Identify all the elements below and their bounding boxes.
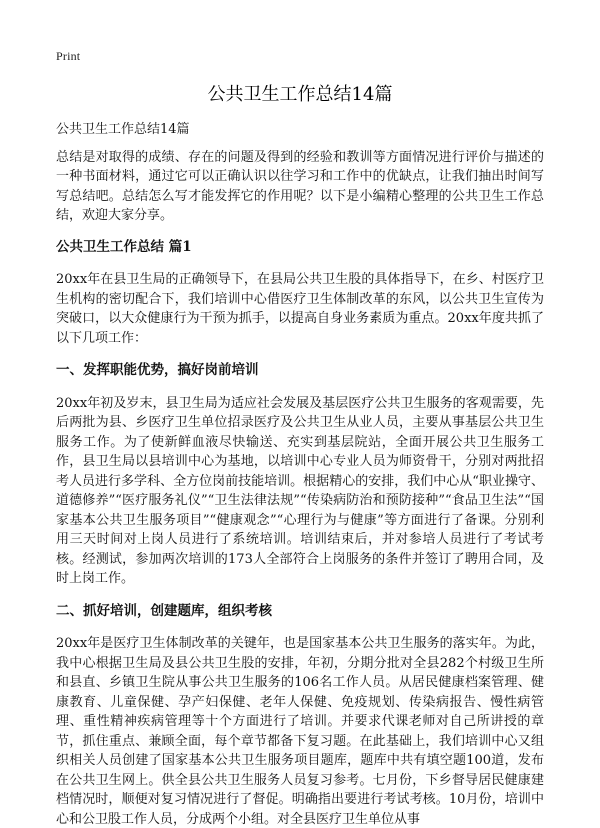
section-heading: 二、抓好培训，创建题库，组织考核 — [56, 602, 272, 619]
section-heading: 公共卫生工作总结 篇1 — [56, 238, 192, 255]
section-paragraph: 20xx年在县卫生局的正确领导下，在县局公共卫生股的具体指导下，在乡、村医疗卫生机构的密切配合下，我们培训中心借医疗卫生体制改革的东风，以公共卫生宣传为突破口，以大众健康行为干预为抓手，以提高自身业务素质为重点。20xx年度共抓了以下几项工作： — [56, 272, 544, 346]
section-paragraph: 20xx年初及岁末，县卫生局为适应社会发展及基层医疗公共卫生服务的客观需要，先后两批为县、乡医疗卫生单位招录医疗及公共卫生从业人员，主要从事基层公共卫生服务工作。为了使新鲜血液尽快输送、充实到基层院站，全面开展公共卫生服务工作，县卫生局以县培训中心为基地，以培训中心专业人员为师资骨干，分别对两批招考人员进行多学科、全方位岗前技能培训。根据精心的安排，我们中心从“职业操守、道德修养”“医疗服务礼仪”“卫生法律法规”“传染病防治和预防接种”“食品卫生法”“国家基本公共卫生服务项目”“健康观念”“心理行为与健康”等方面进行了备课。分别利用三天时间对上岗人员进行了系统培训。培训结束后，并对参培人员进行了考试考核。经测试，参加两次培训的173人全部符合上岗服务的条件并签订了聘用合同，及时上岗工作。 — [56, 395, 544, 586]
intro-paragraph: 总结是对取得的成绩、存在的问题及得到的经验和教训等方面情况进行评价与描述的一种书面材料，通过它可以正确认识以往学习和工作中的优缺点，让我们抽出时间写写总结吧。总结怎么写才能发挥它的作用呢？以下是小编精心整理的公共卫生工作总结，欢迎大家分享。 — [56, 149, 544, 223]
document-subtitle: 公共卫生工作总结14篇 — [56, 122, 190, 137]
document-title: 公共卫生工作总结14篇 — [207, 84, 393, 105]
section-paragraph: 20xx年是医疗卫生体制改革的关键年，也是国家基本公共卫生服务的落实年。为此，我中心根据卫生局及县公共卫生股的安排，年初，分期分批对全县282个村级卫生所和县直、乡镇卫生院从事公共卫生服务的106名工作人员。从居民健康档案管理、健康教育、儿童保健、孕产妇保健、老年人保健、免疫规划、传染病报告、慢性病管理、重性精神疾病管理等十个方面进行了培训。并要求代课老师对自己所讲授的章节，抓住重点、兼顾全面，每个章节都备下复习题。在此基础上，我们培训中心又组织相关人员创建了国家基本公共卫生服务项目题库，题库中共有填空题100道，发布在公共卫生网上。供全县公共卫生服务人员复习参考。七月份，下乡督导居民健康建档情况时，顺便对复习情况进行了督促。明确指出要进行考试考核。10月份，培训中心和公卫股工作人员，分成两个小组。对全县医疗卫生单位从事 — [56, 636, 544, 827]
section-heading: 一、发挥职能优势，搞好岗前培训 — [56, 362, 259, 378]
document-body — [56, 120, 544, 828]
print-label: Print — [56, 49, 81, 63]
